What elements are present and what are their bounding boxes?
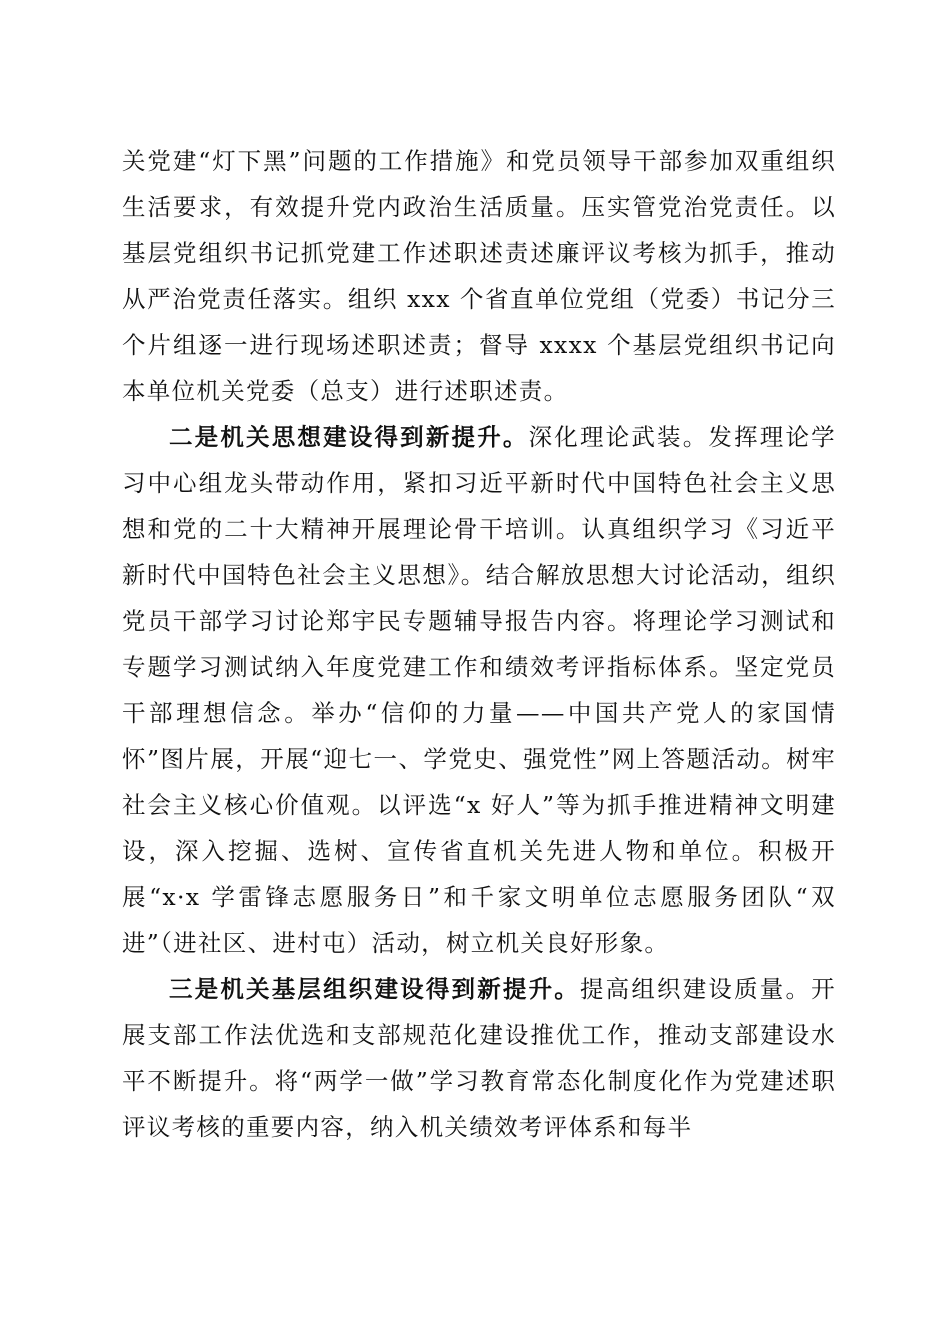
- paragraph-3-heading: 三是机关基层组织建设得到新提升。: [169, 975, 580, 1003]
- paragraph-1: [122, 138, 836, 414]
- paragraph-2: [122, 414, 836, 966]
- paragraph-3-text: 提高组织建设质量。开展支部工作法优选和支部规范化建设推优工作，推动支部建设水平不断提升。将“两学一做”学习教育常态化制度化作为党建述职评议考核的重要内容，纳入机关绩效考评体系和每半: [122, 975, 836, 1141]
- paragraph-3: [122, 966, 836, 1150]
- paragraph-2-text: 深化理论武装。发挥理论学习中心组龙头带动作用，紧扣习近平新时代中国特色社会主义思想和党的二十大精神开展理论骨干培训。认真组织学习《习近平新时代中国特色社会主义思想》。结合解放思想大讨论活动，组织党员干部学习讨论郑宇民专题辅导报告内容。将理论学习测试和专题学习测试纳入年度党建工作和绩效考评指标体系。坚定党员干部理想信念。举办“信仰的力量——中国共产党人的家国情怀”图片展，开展“迎七一、学党史、强党性”网上答题活动。树牢社会主义核心价值观。以评选“x 好人”等为抓手推进精神文明建设，深入挖掘、选树、宣传省直机关先进人物和单位。积极开展“x·x 学雷锋志愿服务日”和千家文明单位志愿服务团队“双进”（进社区、进村屯）活动，树立机关良好形象。: [122, 423, 836, 957]
- document-body: [122, 138, 836, 1150]
- paragraph-2-heading: 二是机关思想建设得到新提升。: [169, 423, 529, 451]
- paragraph-1-text: 关党建“灯下黑”问题的工作措施》和党员领导干部参加双重组织生活要求，有效提升党内政治生活质量。压实管党治党责任。以基层党组织书记抓党建工作述职述责述廉评议考核为抓手，推动从严治党责任落实。组织 xxx 个省直单位党组（党委）书记分三个片组逐一进行现场述职述责；督导 xxxx 个基层党组织书记向本单位机关党委（总支）进行述职述责。: [122, 147, 836, 405]
